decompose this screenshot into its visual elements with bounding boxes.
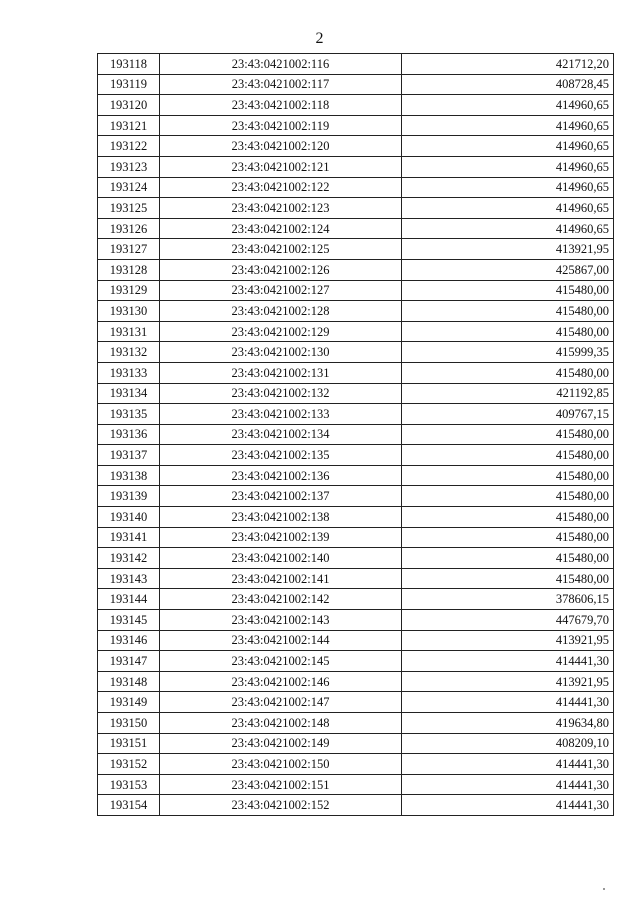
table-row [98,445,614,466]
row-number-cell: 193137 [98,445,160,466]
table-row [98,589,614,610]
table-row [98,198,614,219]
cadastral-value-cell: 415480,00 [402,465,614,486]
table-row [98,404,614,425]
table-row [98,692,614,713]
cadastral-number-cell: 23:43:0421002:151 [160,774,402,795]
cadastral-number-cell: 23:43:0421002:119 [160,115,402,136]
table-row [98,713,614,734]
cadastral-number-cell: 23:43:0421002:147 [160,692,402,713]
cadastral-value-cell: 414441,30 [402,754,614,775]
table-body [98,54,614,816]
cadastral-number-cell: 23:43:0421002:117 [160,74,402,95]
table-row [98,136,614,157]
cadastral-number-cell: 23:43:0421002:126 [160,259,402,280]
cadastral-value-cell: 415480,00 [402,527,614,548]
cadastral-number-cell: 23:43:0421002:125 [160,239,402,260]
cadastral-number-cell: 23:43:0421002:140 [160,548,402,569]
table-row [98,733,614,754]
row-number-cell: 193147 [98,651,160,672]
table-row [98,342,614,363]
cadastral-number-cell: 23:43:0421002:123 [160,198,402,219]
row-number-cell: 193133 [98,362,160,383]
table-row [98,95,614,116]
row-number-cell: 193126 [98,218,160,239]
cadastral-value-cell: 415480,00 [402,507,614,528]
cadastral-number-cell: 23:43:0421002:131 [160,362,402,383]
cadastral-value-cell: 414960,65 [402,115,614,136]
row-number-cell: 193141 [98,527,160,548]
table-row [98,54,614,75]
cadastral-value-cell: 414441,30 [402,774,614,795]
cadastral-value-cell: 414960,65 [402,198,614,219]
cadastral-value-cell: 415480,00 [402,362,614,383]
table-row [98,774,614,795]
row-number-cell: 193128 [98,259,160,280]
cadastral-value-cell: 425867,00 [402,259,614,280]
cadastral-value-cell: 421192,85 [402,383,614,404]
row-number-cell: 193130 [98,301,160,322]
cadastral-number-cell: 23:43:0421002:132 [160,383,402,404]
cadastral-number-cell: 23:43:0421002:128 [160,301,402,322]
cadastral-value-cell: 414441,30 [402,651,614,672]
row-number-cell: 193122 [98,136,160,157]
row-number-cell: 193136 [98,424,160,445]
row-number-cell: 193145 [98,610,160,631]
cadastral-number-cell: 23:43:0421002:130 [160,342,402,363]
row-number-cell: 193125 [98,198,160,219]
table-row [98,754,614,775]
cadastral-number-cell: 23:43:0421002:149 [160,733,402,754]
table-row [98,115,614,136]
row-number-cell: 193139 [98,486,160,507]
cadastral-number-cell: 23:43:0421002:134 [160,424,402,445]
cadastral-number-cell: 23:43:0421002:136 [160,465,402,486]
scan-speck [603,888,605,890]
cadastral-value-cell: 413921,95 [402,239,614,260]
cadastral-number-cell: 23:43:0421002:142 [160,589,402,610]
row-number-cell: 193143 [98,568,160,589]
row-number-cell: 193134 [98,383,160,404]
row-number-cell: 193121 [98,115,160,136]
row-number-cell: 193124 [98,177,160,198]
table-row [98,218,614,239]
row-number-cell: 193127 [98,239,160,260]
cadastral-value-cell: 414960,65 [402,177,614,198]
table-row [98,795,614,816]
table-row [98,568,614,589]
cadastral-value-table [97,53,614,816]
cadastral-value-cell: 415480,00 [402,486,614,507]
row-number-cell: 193119 [98,74,160,95]
table-row [98,280,614,301]
cadastral-number-cell: 23:43:0421002:135 [160,445,402,466]
cadastral-value-cell: 414960,65 [402,218,614,239]
cadastral-value-cell: 415480,00 [402,321,614,342]
row-number-cell: 193148 [98,671,160,692]
row-number-cell: 193118 [98,54,160,75]
cadastral-number-cell: 23:43:0421002:144 [160,630,402,651]
table-row [98,177,614,198]
cadastral-value-cell: 408728,45 [402,74,614,95]
row-number-cell: 193129 [98,280,160,301]
table-row [98,362,614,383]
cadastral-value-cell: 447679,70 [402,610,614,631]
table-row [98,321,614,342]
cadastral-number-cell: 23:43:0421002:133 [160,404,402,425]
table-row [98,424,614,445]
table-row [98,259,614,280]
cadastral-number-cell: 23:43:0421002:118 [160,95,402,116]
cadastral-number-cell: 23:43:0421002:129 [160,321,402,342]
table-row [98,156,614,177]
table-row [98,671,614,692]
row-number-cell: 193152 [98,754,160,775]
table-row [98,651,614,672]
row-number-cell: 193146 [98,630,160,651]
page-number: 2 [315,30,324,47]
row-number-cell: 193149 [98,692,160,713]
table-row [98,610,614,631]
cadastral-number-cell: 23:43:0421002:137 [160,486,402,507]
table-row [98,548,614,569]
cadastral-value-cell: 408209,10 [402,733,614,754]
cadastral-value-cell: 415480,00 [402,424,614,445]
row-number-cell: 193120 [98,95,160,116]
cadastral-value-cell: 419634,80 [402,713,614,734]
row-number-cell: 193140 [98,507,160,528]
table-row [98,465,614,486]
table-row [98,301,614,322]
cadastral-number-cell: 23:43:0421002:150 [160,754,402,775]
cadastral-number-cell: 23:43:0421002:152 [160,795,402,816]
row-number-cell: 193150 [98,713,160,734]
cadastral-number-cell: 23:43:0421002:145 [160,651,402,672]
row-number-cell: 193132 [98,342,160,363]
table-row [98,630,614,651]
table-row [98,239,614,260]
cadastral-value-cell: 415480,00 [402,445,614,466]
cadastral-value-cell: 413921,95 [402,630,614,651]
row-number-cell: 193151 [98,733,160,754]
cadastral-number-cell: 23:43:0421002:116 [160,54,402,75]
cadastral-value-cell: 413921,95 [402,671,614,692]
cadastral-number-cell: 23:43:0421002:143 [160,610,402,631]
cadastral-value-cell: 415480,00 [402,568,614,589]
row-number-cell: 193144 [98,589,160,610]
cadastral-value-cell: 415480,00 [402,280,614,301]
cadastral-value-cell: 414960,65 [402,156,614,177]
cadastral-number-cell: 23:43:0421002:124 [160,218,402,239]
row-number-cell: 193153 [98,774,160,795]
table-row [98,507,614,528]
table-row [98,383,614,404]
row-number-cell: 193142 [98,548,160,569]
row-number-cell: 193123 [98,156,160,177]
cadastral-value-cell: 409767,15 [402,404,614,425]
cadastral-value-cell: 415999,35 [402,342,614,363]
cadastral-number-cell: 23:43:0421002:127 [160,280,402,301]
cadastral-number-cell: 23:43:0421002:138 [160,507,402,528]
table-row [98,486,614,507]
cadastral-value-cell: 421712,20 [402,54,614,75]
row-number-cell: 193154 [98,795,160,816]
row-number-cell: 193135 [98,404,160,425]
cadastral-number-cell: 23:43:0421002:121 [160,156,402,177]
cadastral-number-cell: 23:43:0421002:122 [160,177,402,198]
cadastral-value-cell: 414441,30 [402,795,614,816]
cadastral-number-cell: 23:43:0421002:120 [160,136,402,157]
cadastral-value-cell: 378606,15 [402,589,614,610]
cadastral-number-cell: 23:43:0421002:148 [160,713,402,734]
cadastral-number-cell: 23:43:0421002:139 [160,527,402,548]
cadastral-value-cell: 414960,65 [402,95,614,116]
row-number-cell: 193138 [98,465,160,486]
cadastral-value-cell: 415480,00 [402,301,614,322]
row-number-cell: 193131 [98,321,160,342]
cadastral-number-cell: 23:43:0421002:146 [160,671,402,692]
cadastral-number-cell: 23:43:0421002:141 [160,568,402,589]
cadastral-value-cell: 414960,65 [402,136,614,157]
table-row [98,527,614,548]
table-row [98,74,614,95]
cadastral-value-cell: 414441,30 [402,692,614,713]
cadastral-value-cell: 415480,00 [402,548,614,569]
